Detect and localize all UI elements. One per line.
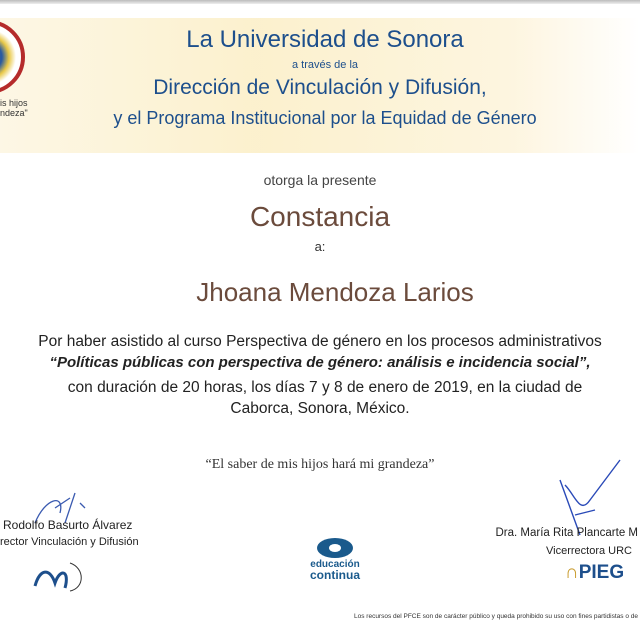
educacion-continua-logo: [300, 538, 370, 581]
seal-motto-line: is hijos: [0, 98, 28, 108]
via-text: a través de la: [291, 59, 359, 71]
logo-text: continua: [310, 568, 360, 582]
direction-name: Dirección de Vinculación y Difusión,: [153, 76, 487, 99]
institution-motto: “El saber de mis hijos hará mi grandeza”: [205, 457, 435, 472]
pieg-logo: ∩PIEG: [565, 562, 625, 583]
course-line-4: Caborca, Sonora, México.: [230, 400, 410, 417]
course-line-3: con duración de 20 horas, los días 7 y 8 de enero de 2019, en la ciudad de: [67, 379, 583, 396]
right-signer-name: Dra. María Rita Plancarte M: [495, 527, 638, 539]
document-title: Constancia: [249, 201, 391, 232]
course-line-1: Por haber asistido al curso Perspectiva de género en los procesos administrativos: [38, 333, 602, 350]
program-name: y el Programa Institucional por la Equidad de Género: [113, 108, 537, 128]
right-signer-role: Vicerrectora URC: [546, 545, 632, 557]
course-line-2: “Políticas públicas con perspectiva de género: análisis e incidencia social”,: [49, 354, 591, 371]
recipient-name: Jhoana Mendoza Larios: [196, 277, 474, 307]
logo-text: educación: [310, 559, 360, 570]
university-name: La Universidad de Sonora: [186, 26, 464, 53]
footer-notice: Los recursos del PFCE son de carácter público y queda prohibido su uso con fines partidistas o de: [354, 613, 638, 620]
grants-text: otorga la presente: [263, 172, 377, 188]
scan-edge: [0, 0, 640, 4]
seal-motto-line: ndeza": [0, 108, 28, 118]
left-signer-name: Rodolfo Basurto Álvarez: [3, 518, 133, 532]
vinculacion-logo: [15, 558, 90, 593]
left-signer-role: rector Vinculación y Difusión: [0, 536, 139, 548]
pieg-logo-text: PIEG: [578, 562, 625, 583]
to-text: a:: [314, 239, 326, 254]
